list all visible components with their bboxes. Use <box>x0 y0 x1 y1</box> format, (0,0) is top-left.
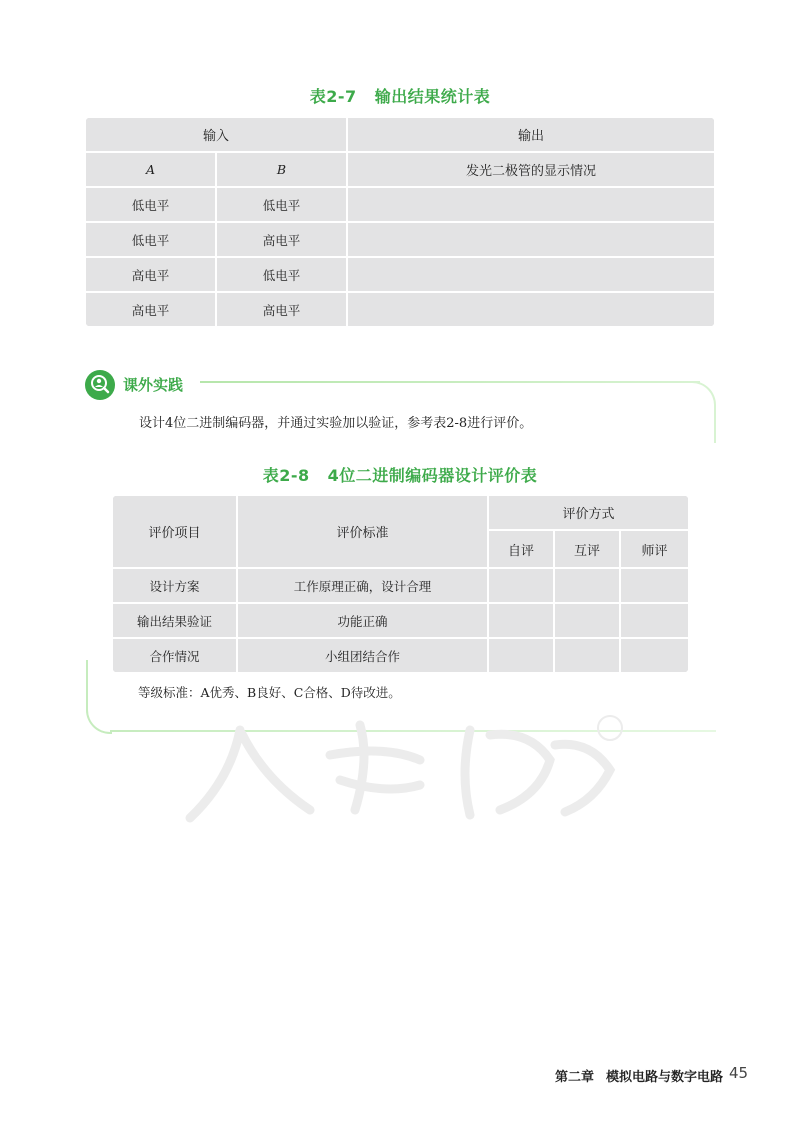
cell-item: 合作情况 <box>113 639 236 672</box>
grade-standard-note: 等级标准：A优秀、B良好、C合格、D待改进。 <box>138 685 401 700</box>
cell-output[interactable] <box>348 258 714 291</box>
cell-self[interactable] <box>489 604 553 637</box>
cell-peer[interactable] <box>555 604 619 637</box>
teacher-evaluation-header: 师评 <box>621 531 688 567</box>
practice-frame-corner <box>690 381 716 443</box>
table-row <box>86 223 714 256</box>
output-header: 输出 <box>348 118 714 151</box>
evaluation-item-header: 评价项目 <box>113 496 236 567</box>
evaluation-method-header: 评价方式 <box>489 496 688 529</box>
cell-b: 高电平 <box>217 293 346 326</box>
table-2-7-number: 表2-7 <box>309 87 357 106</box>
cell-a: 高电平 <box>86 293 215 326</box>
cell-teacher[interactable] <box>621 604 688 637</box>
table-2-7-title: 输出结果统计表 <box>374 87 491 106</box>
table-2-8-title: 4位二进制编码器设计评价表 <box>327 466 538 485</box>
cell-b: 高电平 <box>217 223 346 256</box>
column-b-header: B <box>217 153 346 186</box>
table-row <box>113 639 688 672</box>
cell-b: 低电平 <box>217 188 346 221</box>
cell-self[interactable] <box>489 569 553 602</box>
practice-title: 课外实践 <box>123 376 184 394</box>
cell-item: 设计方案 <box>113 569 236 602</box>
output-statistics-table <box>84 116 716 328</box>
table-row <box>86 293 714 326</box>
cell-self[interactable] <box>489 639 553 672</box>
input-header: 输入 <box>86 118 346 151</box>
cell-a: 高电平 <box>86 258 215 291</box>
cell-teacher[interactable] <box>621 639 688 672</box>
cell-output[interactable] <box>348 223 714 256</box>
table-row <box>113 569 688 602</box>
table-row <box>86 188 714 221</box>
cell-standard: 小组团结合作 <box>238 639 487 672</box>
chapter-title: 模拟电路与数字电路 <box>606 1070 724 1085</box>
footer-chapter <box>555 1066 723 1085</box>
evaluation-standard-header: 评价标准 <box>238 496 487 567</box>
encoder-evaluation-table <box>111 494 690 674</box>
practice-frame-left <box>86 660 112 734</box>
cell-a: 低电平 <box>86 223 215 256</box>
cell-output[interactable] <box>348 293 714 326</box>
page-number: 45 <box>729 1064 749 1082</box>
table-row <box>113 604 688 637</box>
led-display-header: 发光二极管的显示情况 <box>348 153 714 186</box>
cell-standard: 功能正确 <box>238 604 487 637</box>
practice-text: 设计4位二进制编码器，并通过实验加以验证，参考表2-8进行评价。 <box>139 416 533 431</box>
cell-peer[interactable] <box>555 639 619 672</box>
cell-peer[interactable] <box>555 569 619 602</box>
cell-standard: 工作原理正确，设计合理 <box>238 569 487 602</box>
table-row <box>86 258 714 291</box>
magnifier-person-icon <box>85 370 115 400</box>
cell-a: 低电平 <box>86 188 215 221</box>
practice-frame-top-line <box>200 381 700 383</box>
cell-teacher[interactable] <box>621 569 688 602</box>
table-2-8-caption <box>0 463 800 486</box>
cell-output[interactable] <box>348 188 714 221</box>
chapter-label: 第二章 <box>555 1070 595 1085</box>
publisher-watermark <box>170 700 630 830</box>
self-evaluation-header: 自评 <box>489 531 553 567</box>
table-2-8-number: 表2-8 <box>262 466 310 485</box>
column-a-header: A <box>86 153 215 186</box>
table-2-7-caption <box>0 84 800 107</box>
peer-evaluation-header: 互评 <box>555 531 619 567</box>
cell-item: 输出结果验证 <box>113 604 236 637</box>
cell-b: 低电平 <box>217 258 346 291</box>
